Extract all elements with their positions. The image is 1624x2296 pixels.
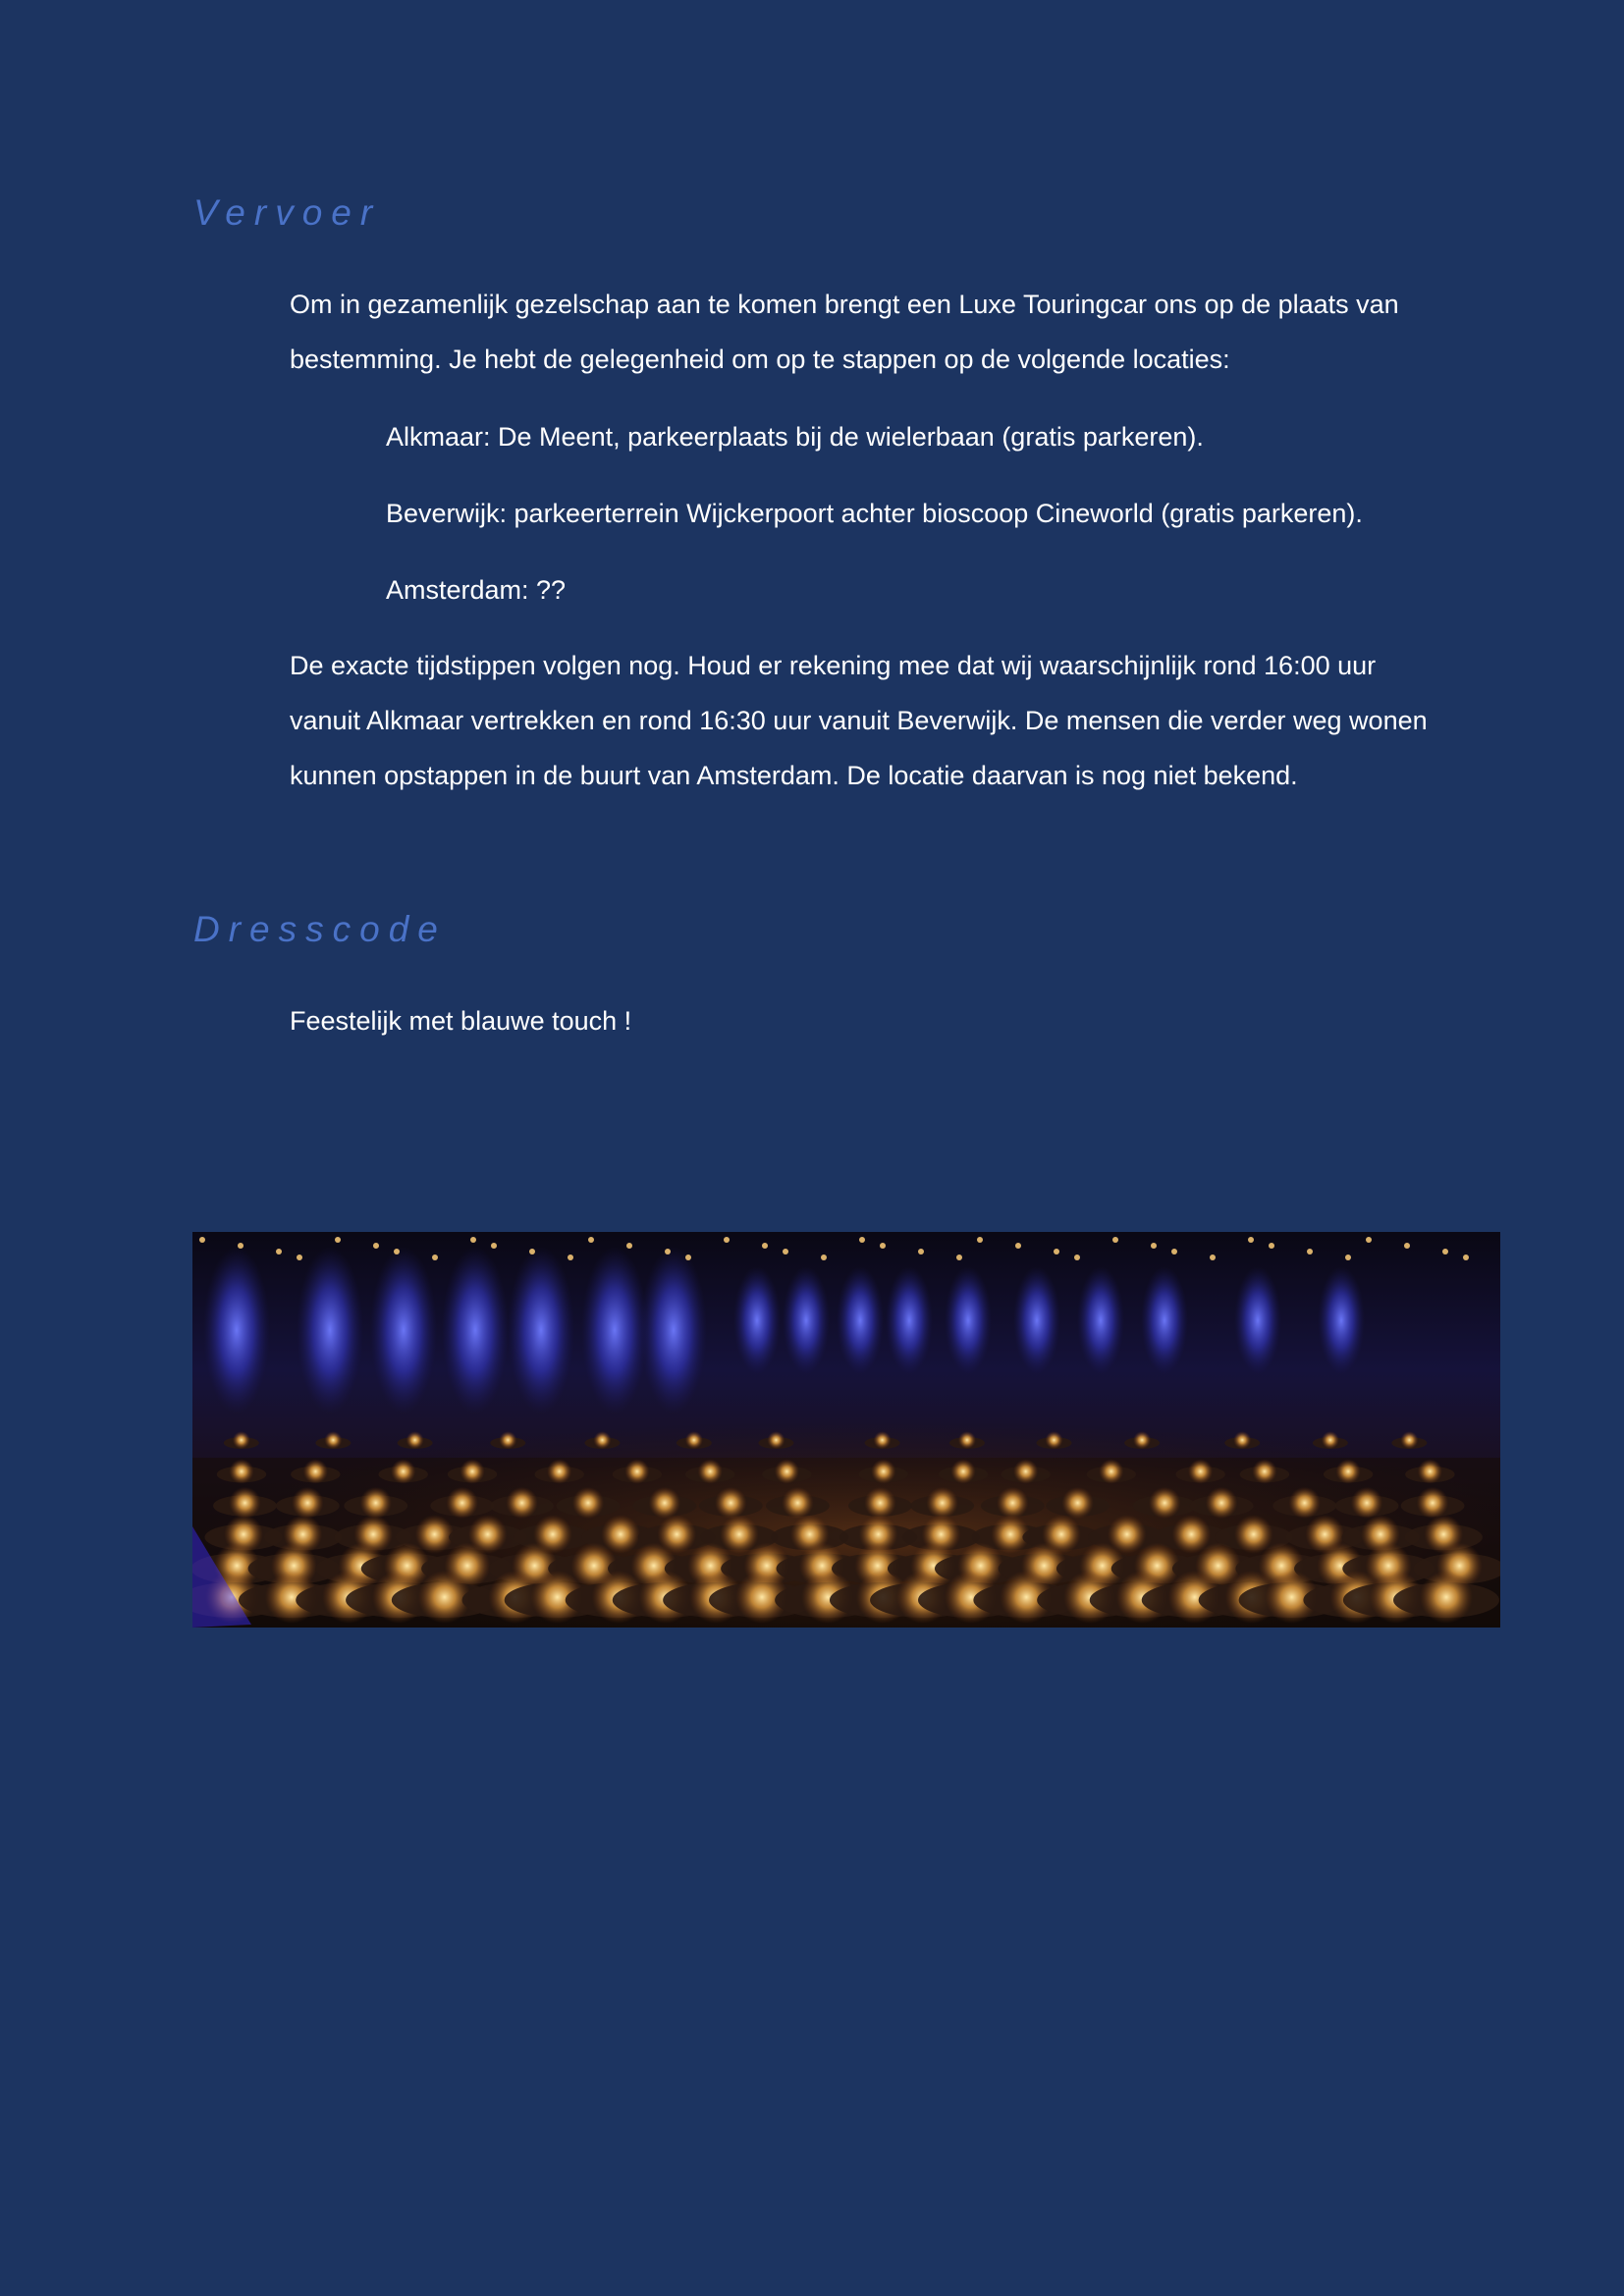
vervoer-intro: Om in gezamenlijk gezelschap aan te komen brengt een Luxe Touringcar ons op de plaats van bestemming. Je hebt de gelegenheid om op te stappen op de volgende locaties: [290, 290, 1399, 374]
location-beverwijk: Beverwijk: parkeerterrein Wijckerpoort achter bioscoop Cineworld (gratis parkeren). [386, 499, 1363, 528]
venue-photo [192, 1232, 1500, 1628]
vervoer-details: De exacte tijdstippen volgen nog. Houd er rekening mee dat wij waarschijnlijk rond 16:00 uur vanuit Alkmaar vertrekken en rond 16:30 uur vanuit Beverwijk. De mensen die verder weg wonen kunnen opstappen in de buurt van Amsterdam. De locatie daarvan is nog niet bekend. [290, 651, 1428, 790]
heading-dresscode: Dresscode [193, 909, 447, 949]
location-amsterdam: Amsterdam: ?? [386, 575, 567, 605]
heading-vervoer: Vervoer [193, 192, 382, 233]
location-alkmaar: Alkmaar: De Meent, parkeerplaats bij de wielerbaan (gratis parkeren). [386, 422, 1204, 452]
dresscode-text: Feestelijk met blauwe touch ! [290, 1006, 632, 1036]
